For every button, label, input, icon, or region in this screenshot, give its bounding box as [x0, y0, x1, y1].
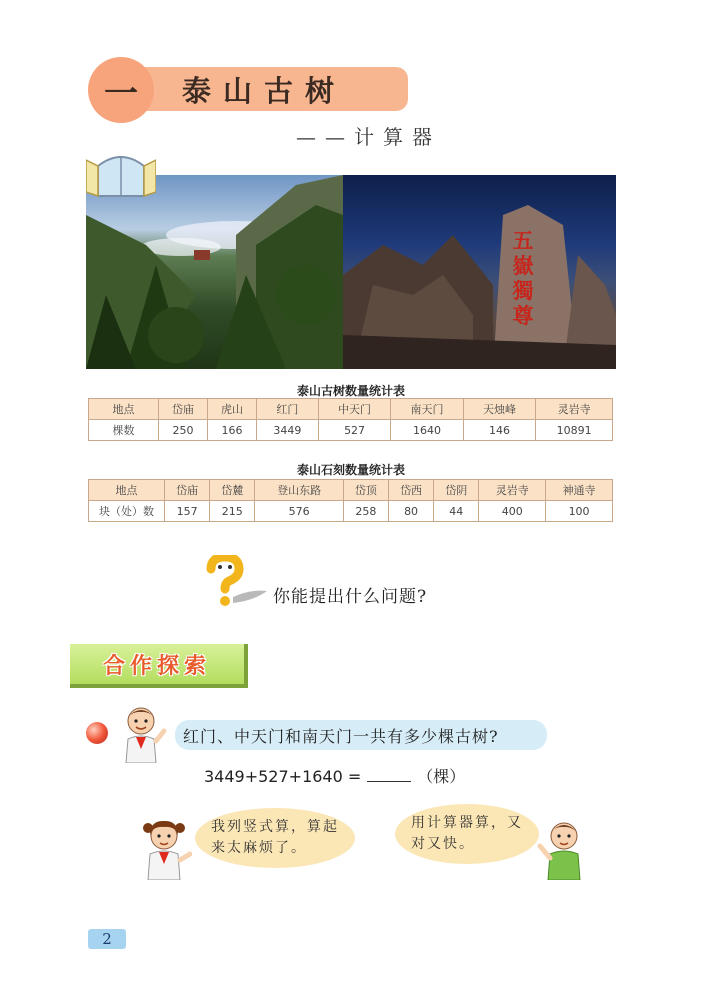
table1-col: 岱庙 — [159, 399, 208, 420]
table2-cell: 44 — [434, 501, 479, 522]
table2-col: 登山东路 — [255, 480, 343, 501]
table2-cell: 400 — [479, 501, 546, 522]
table1-value-row — [89, 420, 613, 441]
table2-col: 岱顶 — [343, 480, 388, 501]
girl-character-icon — [136, 816, 192, 880]
table2-cell: 157 — [165, 501, 210, 522]
boy-character-icon — [114, 703, 168, 763]
table1-col: 天烛峰 — [463, 399, 535, 420]
section-label: 合作探索 — [102, 653, 211, 679]
problem-bubble — [175, 720, 547, 750]
table1-col: 红门 — [257, 399, 319, 420]
unit-number: 一 — [104, 73, 138, 114]
table1-cell: 527 — [318, 420, 390, 441]
table2-cell: 100 — [546, 501, 613, 522]
table2-cell: 215 — [210, 501, 255, 522]
inscribed-rock-photo — [343, 175, 616, 369]
unit-subtitle: ——计算器 — [296, 125, 441, 149]
table1-header-label: 地点 — [89, 399, 159, 420]
table2-header-label: 地点 — [89, 480, 165, 501]
table2-cell: 80 — [388, 501, 433, 522]
table2-col: 岱麓 — [210, 480, 255, 501]
table2-cell: 576 — [255, 501, 343, 522]
rock-inscription: 五嶽獨尊 — [512, 228, 534, 328]
table2-cell: 258 — [343, 501, 388, 522]
table2-row-label: 块（处）数 — [89, 501, 165, 522]
table2-col: 岱阴 — [434, 480, 479, 501]
answer-unit: （棵） — [417, 767, 466, 786]
problem-text: 红门、中天门和南天门一共有多少棵古树? — [183, 726, 499, 746]
table1-col: 灵岩寺 — [536, 399, 613, 420]
section-banner — [70, 644, 248, 688]
equation-text: 3449+527+1640 = — [204, 767, 362, 786]
unit-title: 泰山古树 — [182, 73, 347, 108]
table2-value-row — [89, 501, 613, 522]
girl-speech-bubble — [195, 808, 355, 868]
stone-carving-table — [88, 479, 613, 522]
table2-col: 灵岩寺 — [479, 480, 546, 501]
table2-col: 神通寺 — [546, 480, 613, 501]
table1-cell: 146 — [463, 420, 535, 441]
boy-pointing-icon — [534, 816, 590, 880]
question-prompt: 你能提出什么问题? — [273, 587, 428, 607]
bullet-icon — [86, 722, 108, 744]
table1-cell: 166 — [208, 420, 257, 441]
question-mark-icon — [203, 555, 269, 609]
boy-speech-bubble — [395, 804, 539, 864]
table2-title: 泰山石刻数量统计表 — [296, 463, 405, 477]
open-window-icon — [86, 152, 156, 198]
table1-title: 泰山古树数量统计表 — [296, 384, 405, 398]
table1-cell: 3449 — [257, 420, 319, 441]
table1-cell: 1640 — [391, 420, 463, 441]
table2-col: 岱庙 — [165, 480, 210, 501]
table1-cell: 250 — [159, 420, 208, 441]
table1-col: 中天门 — [318, 399, 390, 420]
table2-header-row — [89, 480, 613, 501]
table2-col: 岱西 — [388, 480, 433, 501]
mountain-forest-photo — [86, 175, 343, 369]
equation-line — [204, 764, 465, 787]
table1-header-row — [89, 399, 613, 420]
girl-speech: 我列竖式算，算起来太麻烦了。 — [211, 819, 339, 856]
unit-title-bar — [140, 67, 408, 111]
table1-cell: 10891 — [536, 420, 613, 441]
page-number: 2 — [88, 929, 126, 949]
table1-col: 虎山 — [208, 399, 257, 420]
unit-number-badge — [88, 57, 154, 123]
table1-row-label: 棵数 — [89, 420, 159, 441]
boy-speech: 用计算器算，又对又快。 — [411, 815, 523, 852]
answer-blank[interactable] — [367, 768, 411, 782]
table1-col: 南天门 — [391, 399, 463, 420]
tree-count-table — [88, 398, 613, 441]
